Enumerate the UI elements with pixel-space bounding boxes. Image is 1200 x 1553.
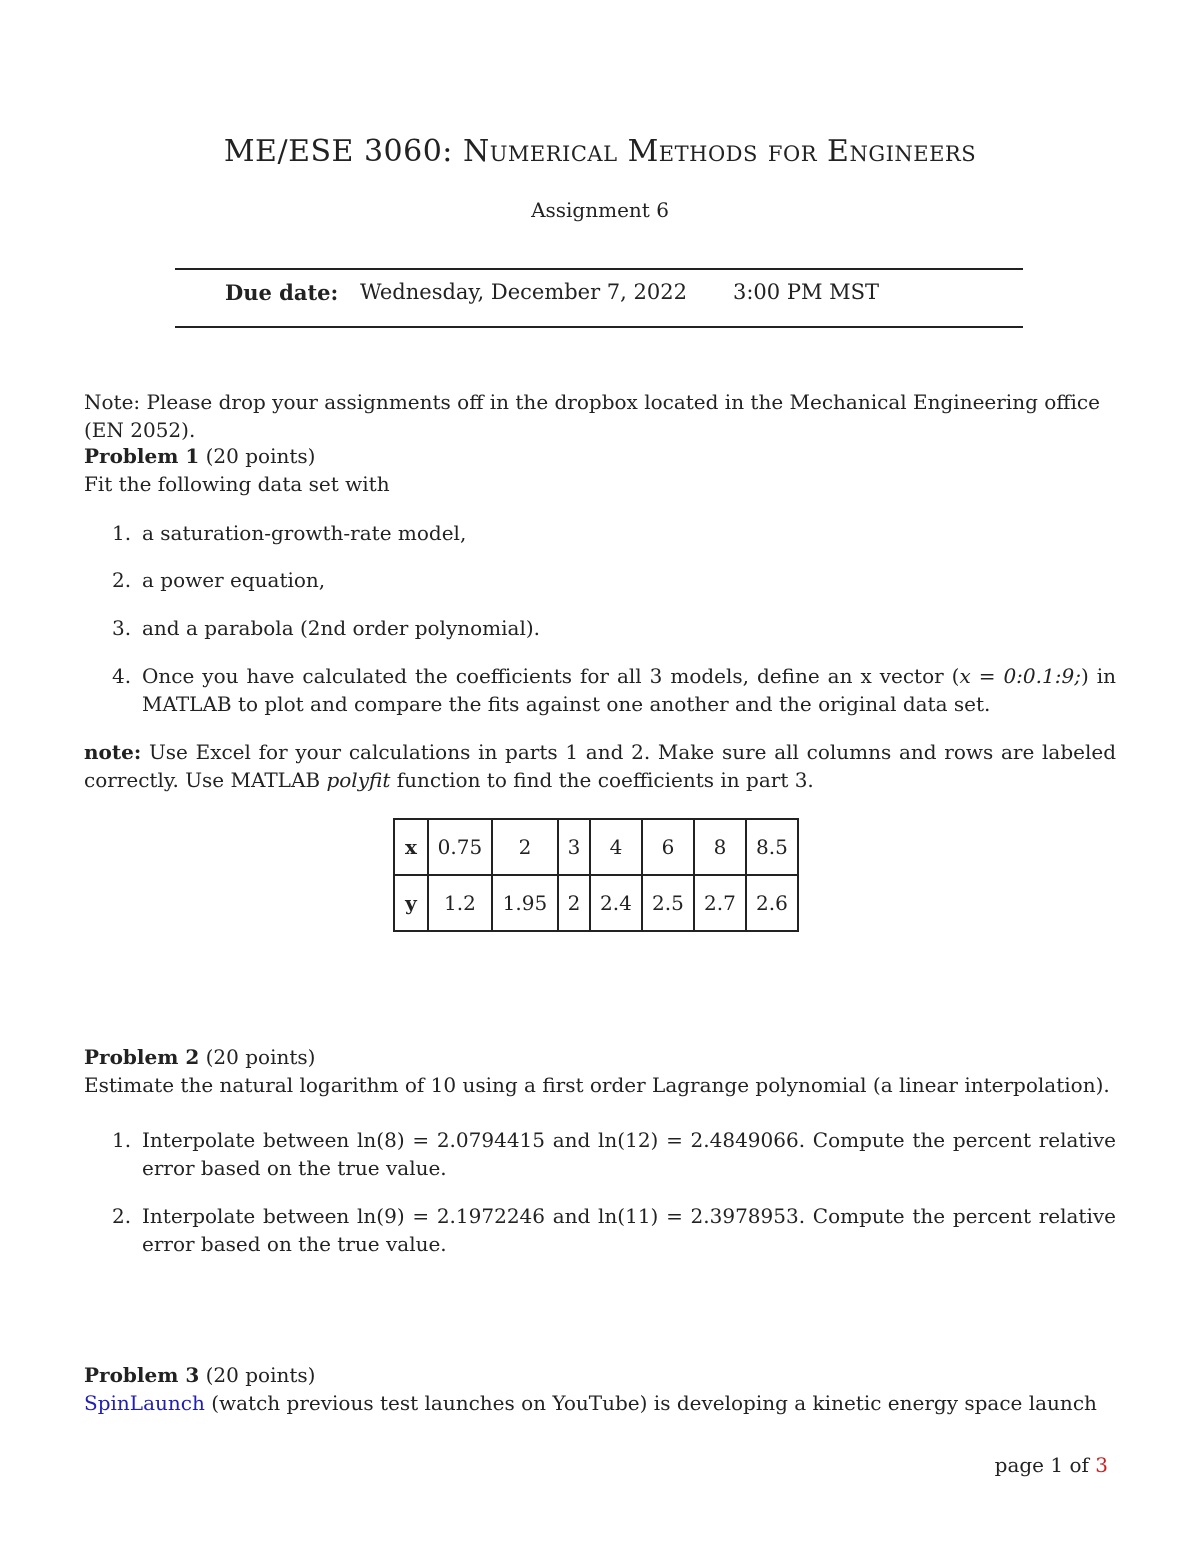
page-number bbox=[995, 1453, 1108, 1477]
table-cell: 2.4 bbox=[590, 875, 642, 931]
list-item bbox=[112, 519, 1116, 547]
table-cell: 2.5 bbox=[642, 875, 694, 931]
problem-2-label: Problem 2 bbox=[84, 1045, 200, 1069]
dropbox-note: Note: Please drop your assignments off in the dropbox located in the Mechanical Engineering office (EN 2052). bbox=[84, 390, 1100, 442]
problem-2-heading bbox=[84, 1043, 1116, 1071]
due-date-row bbox=[225, 280, 880, 305]
spinlaunch-link[interactable]: SpinLaunch bbox=[84, 1391, 205, 1415]
list-number: 1. bbox=[112, 521, 132, 545]
problem-3-heading bbox=[84, 1361, 1116, 1389]
table-cell: 1.95 bbox=[492, 875, 558, 931]
list-number: 2. bbox=[112, 568, 132, 592]
table-cell: 8.5 bbox=[746, 819, 798, 875]
problem-1-heading bbox=[84, 442, 1116, 470]
table-cell: 2 bbox=[558, 875, 590, 931]
due-label: Due date: bbox=[225, 280, 339, 305]
course-name: Numerical Methods for Engineers bbox=[462, 134, 977, 169]
list-text: Interpolate between ln(9) = 2.1972246 and ln(11) = 2.3978953. Compute the percent relative error based on the true value. bbox=[142, 1204, 1116, 1256]
list-text: Interpolate between ln(8) = 2.0794415 and ln(12) = 2.4849066. Compute the percent relative error based on the true value. bbox=[142, 1128, 1116, 1180]
table-cell: 3 bbox=[558, 819, 590, 875]
assignment-subtitle: Assignment 6 bbox=[531, 198, 669, 222]
table-cell: 6 bbox=[642, 819, 694, 875]
list-number: 1. bbox=[112, 1128, 132, 1152]
list-item bbox=[112, 566, 1116, 594]
problem-2-points: (20 points) bbox=[205, 1045, 316, 1069]
problem-3-points: (20 points) bbox=[205, 1363, 316, 1387]
list-text: and a parabola (2nd order polynomial). bbox=[142, 616, 541, 640]
page-title bbox=[0, 134, 1200, 169]
table-header-y: y bbox=[394, 875, 428, 931]
list-text: a power equation, bbox=[142, 568, 326, 592]
top-rule bbox=[175, 268, 1023, 270]
problem-3-body: (watch previous test launches on YouTube) is developing a kinetic energy space launch bbox=[204, 1391, 1097, 1415]
problem-3-text bbox=[84, 1389, 1116, 1417]
table-row-x bbox=[394, 819, 798, 875]
table-cell: 2.7 bbox=[694, 875, 746, 931]
item4-text-b: ) in MATLAB to plot and compare the fits against one another and the original data set. bbox=[142, 664, 1116, 716]
list-text: a saturation-growth-rate model, bbox=[142, 521, 467, 545]
list-item bbox=[112, 614, 1116, 642]
table-header-x: x bbox=[394, 819, 428, 875]
table-cell: 4 bbox=[590, 819, 642, 875]
list-item bbox=[112, 1126, 1116, 1182]
data-table bbox=[393, 818, 799, 932]
due-time: 3:00 PM MST bbox=[733, 280, 880, 304]
list-number: 3. bbox=[112, 616, 132, 640]
problem-1-intro: Fit the following data set with bbox=[84, 472, 390, 496]
problem-3-label: Problem 3 bbox=[84, 1363, 200, 1387]
table-cell: 2.6 bbox=[746, 875, 798, 931]
bottom-rule bbox=[175, 326, 1023, 328]
list-text bbox=[142, 662, 1116, 718]
problem-2-intro: Estimate the natural logarithm of 10 using a first order Lagrange polynomial (a linear interpolation). bbox=[84, 1073, 1110, 1097]
table-cell: 8 bbox=[694, 819, 746, 875]
due-date: Wednesday, December 7, 2022 bbox=[360, 280, 687, 304]
problem-1-note bbox=[84, 738, 1116, 794]
problem-1-points: (20 points) bbox=[205, 444, 316, 468]
list-number: 2. bbox=[112, 1204, 132, 1228]
table-row-y bbox=[394, 875, 798, 931]
page-label: page 1 of bbox=[994, 1453, 1089, 1477]
polyfit-function: polyfit bbox=[326, 768, 391, 792]
total-pages-link[interactable]: 3 bbox=[1095, 1453, 1108, 1477]
note-text-a: Use Excel for your calculations in parts 1 and 2. Make sure all columns and rows are labeled correctly. Use MATLAB bbox=[84, 740, 1116, 792]
table-cell: 2 bbox=[492, 819, 558, 875]
table-cell: 1.2 bbox=[428, 875, 492, 931]
note-label: note: bbox=[84, 740, 142, 764]
list-number: 4. bbox=[112, 664, 132, 688]
matlab-vector-code: x = 0:0.1:9; bbox=[959, 664, 1081, 688]
list-item bbox=[112, 1202, 1116, 1258]
item4-text-a: Once you have calculated the coefficients for all 3 models, define an x vector ( bbox=[142, 664, 960, 688]
list-item bbox=[112, 662, 1116, 718]
note-text-b: function to find the coefficients in part 3. bbox=[390, 768, 814, 792]
course-code: ME/ESE 3060: bbox=[223, 134, 453, 169]
table-cell: 0.75 bbox=[428, 819, 492, 875]
problem-1-label: Problem 1 bbox=[84, 444, 200, 468]
